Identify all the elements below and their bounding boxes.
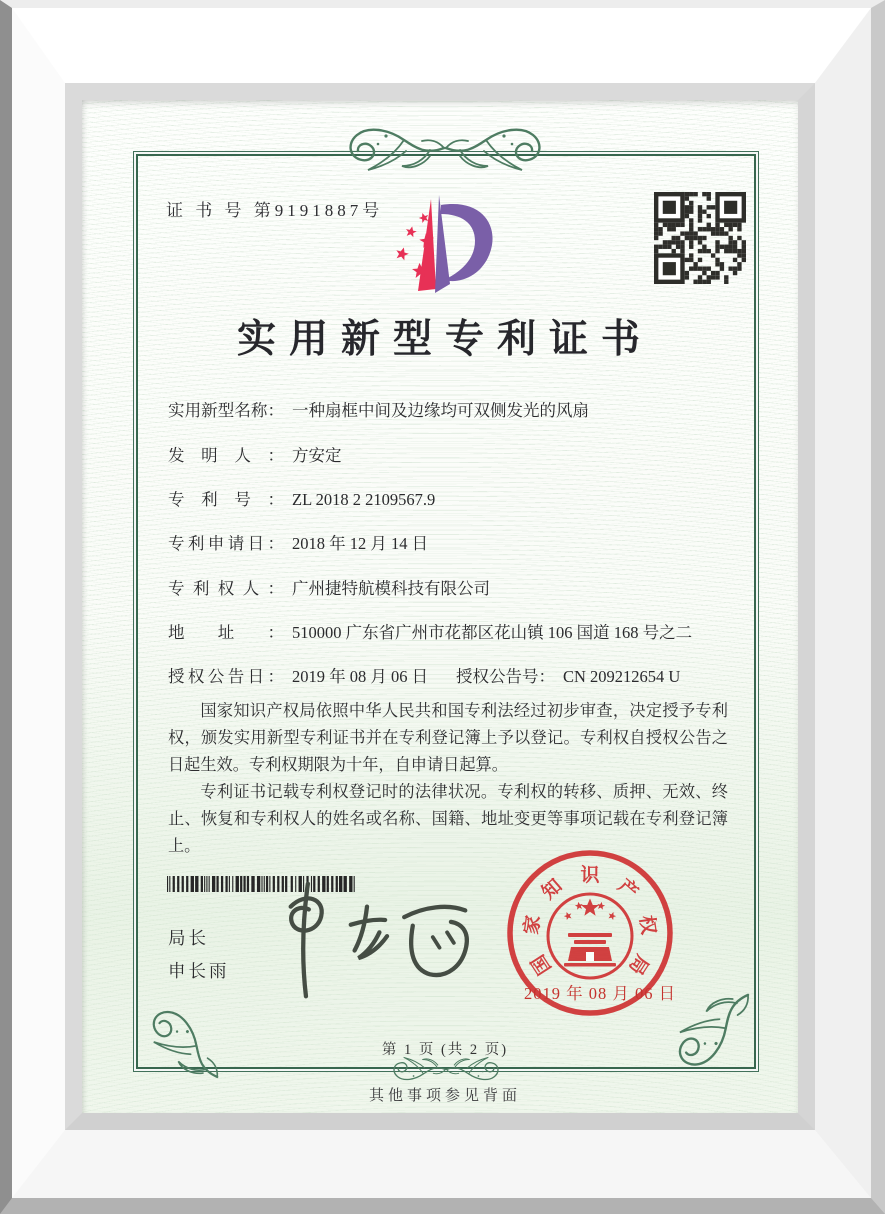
field-value: 510000 广东省广州市花都区花山镇 106 国道 168 号之二 — [292, 623, 693, 642]
field-row-filing-date — [168, 531, 728, 557]
seal-ring-char: 识 — [580, 865, 600, 886]
certificate-title: 实用新型专利证书 — [236, 318, 653, 361]
signer-title: 局长 — [168, 928, 209, 948]
signer-block — [168, 922, 230, 988]
field-label: 专利权人 ： — [168, 576, 284, 602]
seal-ring-char: 局 — [624, 950, 653, 979]
field-value: CN 209212654 U — [563, 667, 681, 686]
signer-name: 申长雨 — [168, 961, 230, 981]
certificate-content — [82, 100, 798, 1113]
field-row-grant-date — [168, 664, 728, 690]
seal-ring-char: 家 — [521, 914, 545, 936]
field-label: 发明人 ： — [168, 443, 284, 469]
paragraph-register-statement: 专利证书记载专利权登记时的法律状况。专利权的转移、质押、无效、终止、恢复和专利权人的姓名或名称、国籍、地址变更等事项记载在专利登记簿上。 — [168, 783, 728, 855]
field-value: 2019 年 08 月 06 日 — [292, 667, 429, 686]
handwritten-signature-icon — [247, 878, 487, 1002]
qr-code-icon — [654, 192, 746, 284]
field-label: 授权公告号 ： — [456, 667, 555, 686]
field-label: 授权公告日 ： — [168, 664, 284, 690]
seal-ring-char: 国 — [527, 950, 556, 979]
field-row-inventor — [168, 443, 728, 469]
page-number: 第 1 页 (共 2 页) — [381, 1042, 509, 1058]
field-label: 专利申请日 ： — [168, 531, 284, 557]
back-side-note: 其他事项参见背面 — [368, 1088, 521, 1104]
field-row-address — [168, 620, 728, 646]
field-label: 地址 ： — [168, 620, 284, 646]
field-value: 方安定 — [292, 446, 342, 465]
certificate-paper — [82, 100, 798, 1113]
certificate-number: 证 书 号 第9191887号 — [166, 201, 384, 220]
legal-paragraphs — [168, 698, 728, 860]
seal-ring-char: 权 — [635, 914, 659, 936]
field-row-patent-number — [168, 487, 728, 513]
field-value: 广州捷特航模科技有限公司 — [292, 579, 490, 598]
field-value: 一种扇框中间及边缘均可双侧发光的风扇 — [292, 401, 589, 420]
field-grant-number — [456, 664, 680, 690]
seal-ring-char: 知 — [538, 875, 567, 904]
field-row-patentee — [168, 576, 728, 602]
field-label: 实用新型名称 ： — [168, 398, 284, 424]
paragraph-grant-statement: 国家知识产权局依照中华人民共和国专利法经过初步审查，决定授予专利权，颁发实用新型专利证书并在专利登记簿上予以登记。专利权自授权公告之日起生效。专利权期限为十年，自申请日起算。 — [168, 702, 728, 774]
field-row-name — [168, 398, 728, 424]
seal-date: 2019 年 08 月 06 日 — [523, 984, 677, 1003]
field-value: 2018 年 12 月 14 日 — [292, 534, 429, 553]
seal-ring-char: 产 — [613, 875, 642, 904]
field-label: 专利号 ： — [168, 487, 284, 513]
cnipa-patent-logo-icon — [382, 183, 510, 311]
field-value: ZL 2018 2 2109567.9 — [292, 490, 436, 509]
